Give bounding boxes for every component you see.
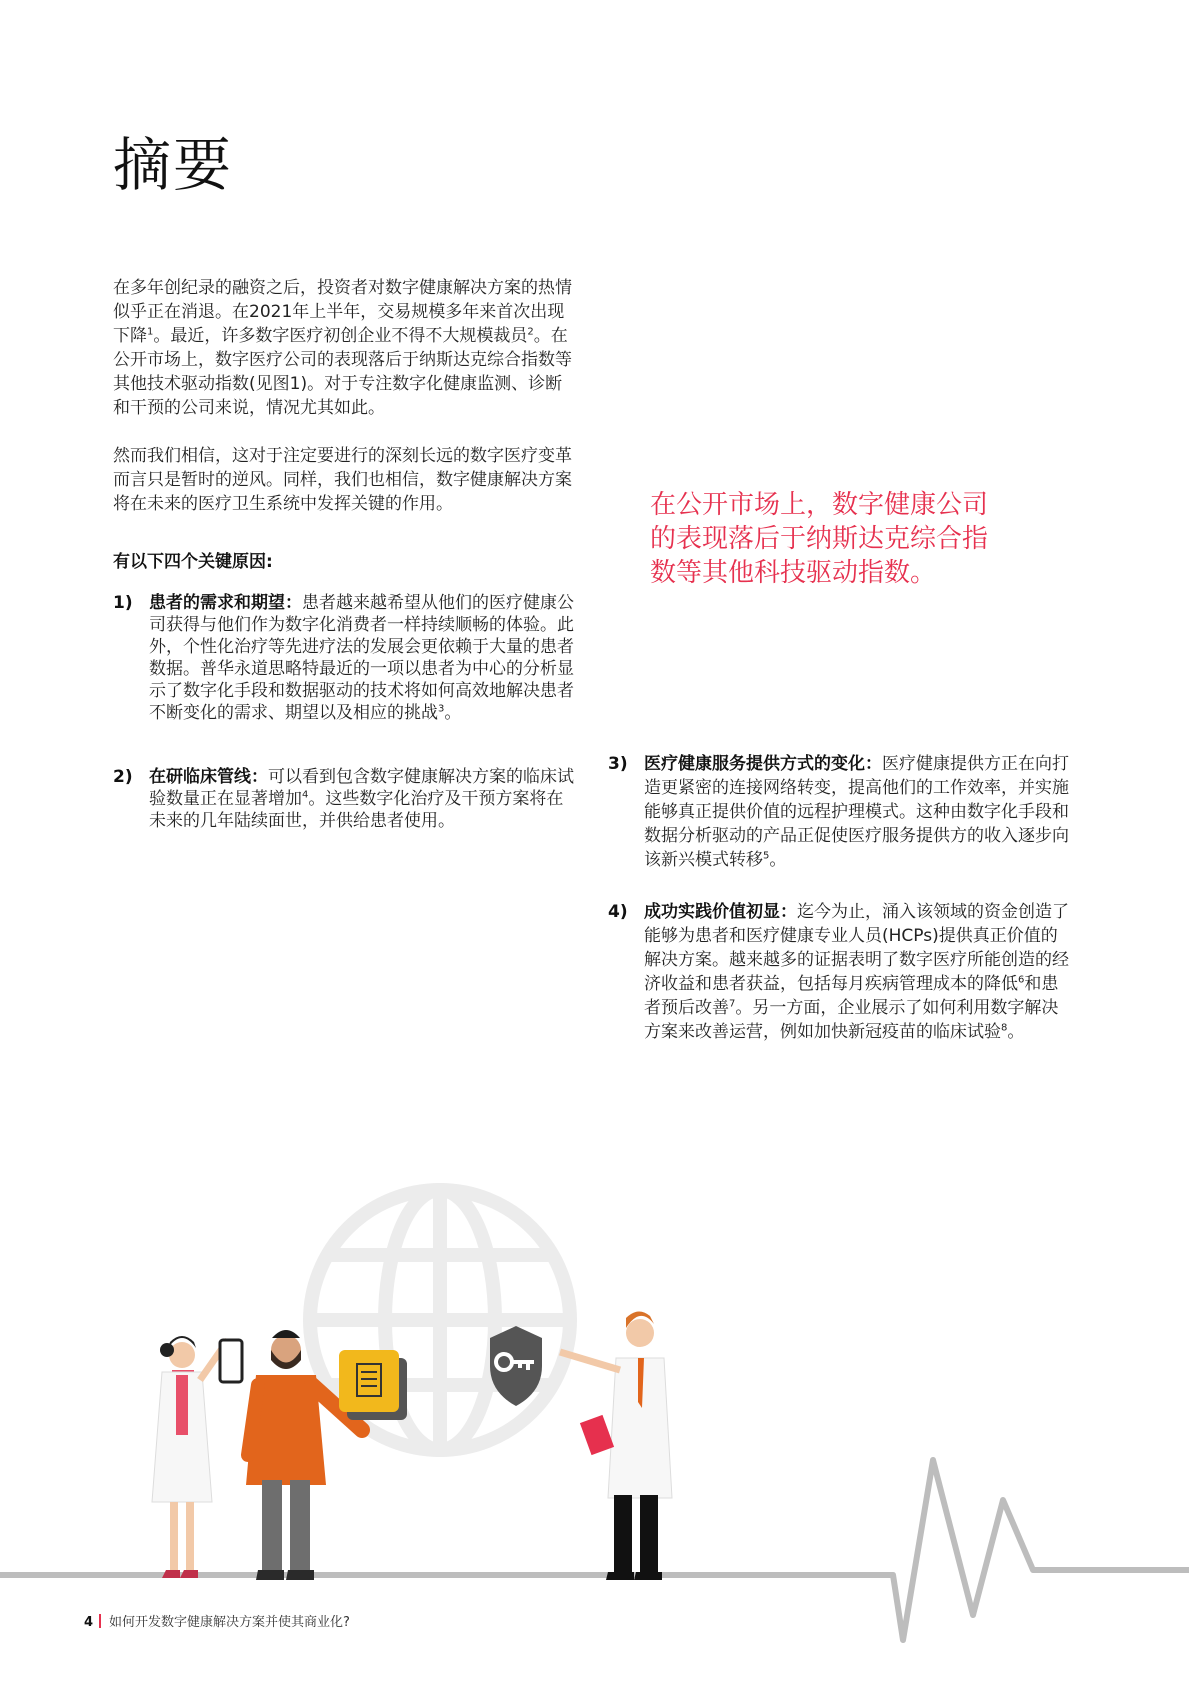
digital-health-illustration [0, 1180, 1189, 1650]
reason-item-4 [608, 900, 1070, 1070]
reason-body: 成功实践价值初显：迄今为止，涌入该领域的资金创造了能够为患者和医疗健康专业人员(HCPs)提供真正价值的解决方案。越来越多的证据表明了数字医疗所能创造的经济收益和患者获益，包括每月疾病管理成本的降低$^6$和患者预后改善$^7$。另一方面，企业展示了如何利用数字解决方案来改善运营，例如加快新冠疫苗的临床试验$^8$。 [644, 902, 1069, 1042]
intro-paragraph-2: 然而我们相信，这对于注定要进行的深刻长远的数字医疗变革而言只是暂时的逆风。同样，我们也相信，数字健康解决方案将在未来的医疗卫生系统中发挥关键的作用。 [113, 446, 572, 514]
reason-item-1 [113, 592, 576, 742]
shield-key-icon [490, 1326, 542, 1406]
page-number: 4 [84, 1615, 94, 1630]
doctor-man-figure [560, 1311, 672, 1580]
page-title: 摘要 [113, 131, 234, 199]
footer-title: 如何开发数字健康解决方案并使其商业化? [109, 1615, 350, 1630]
reason-number: 2) [113, 767, 133, 787]
reason-number: 3) [608, 754, 628, 774]
intro-paragraph-1: 在多年创纪录的融资之后，投资者对数字健康解决方案的热情似乎正在消退。在2021年上半年，交易规模多年来首次出现下降$^1$。最近，许多数字医疗初创企业不得不大规模裁员$^2$。在公开市场上，数字医疗公司的表现落后于纳斯达克综合指数等其他技术驱动指数(见图1)。对于专注数字化健康监测、诊断和干预的公司来说，情况尤其如此。 [113, 278, 572, 418]
reason-body: 医疗健康服务提供方式的变化：医疗健康提供方正在向打造更紧密的连接网络转变，提高他们的工作效率，并实施能够真正提供价值的远程护理模式。这种由数字化手段和数据分析驱动的产品正促使医疗服务提供方的收入逐步向该新兴模式转移$^5$。 [644, 754, 1069, 870]
page-footer [84, 1611, 350, 1630]
reason-body: 患者的需求和期望：患者越来越希望从他们的医疗健康公司获得与他们作为数字化消费者一样持续顺畅的体验。此外，个性化治疗等先进疗法的发展会更依赖于大量的患者数据。普华永道思略特最近的一项以患者为中心的分析显示了数字化手段和数据驱动的技术将如何高效地解决患者不断变化的需求、期望以及相应的挑战$^3$。 [149, 593, 574, 723]
phone-icon [220, 1340, 242, 1382]
reason-item-2 [113, 766, 576, 836]
doctor-woman-figure [152, 1336, 228, 1578]
reasons-heading: 有以下四个关键原因: [113, 552, 273, 572]
pull-quote: 在公开市场上，数字健康公司的表现落后于纳斯达克综合指数等其他科技驱动指数。 [650, 490, 989, 588]
document-icon [339, 1350, 407, 1420]
reason-body: 在研临床管线：可以看到包含数字健康解决方案的临床试验数量正在显著增加$^4$。这些数字化治疗及干预方案将在未来的几年陆续面世，并供给患者使用。 [149, 767, 574, 831]
footer-divider [99, 1614, 101, 1628]
reason-number: 1) [113, 593, 133, 613]
reason-item-3 [608, 752, 1070, 872]
reason-number: 4) [608, 902, 628, 922]
